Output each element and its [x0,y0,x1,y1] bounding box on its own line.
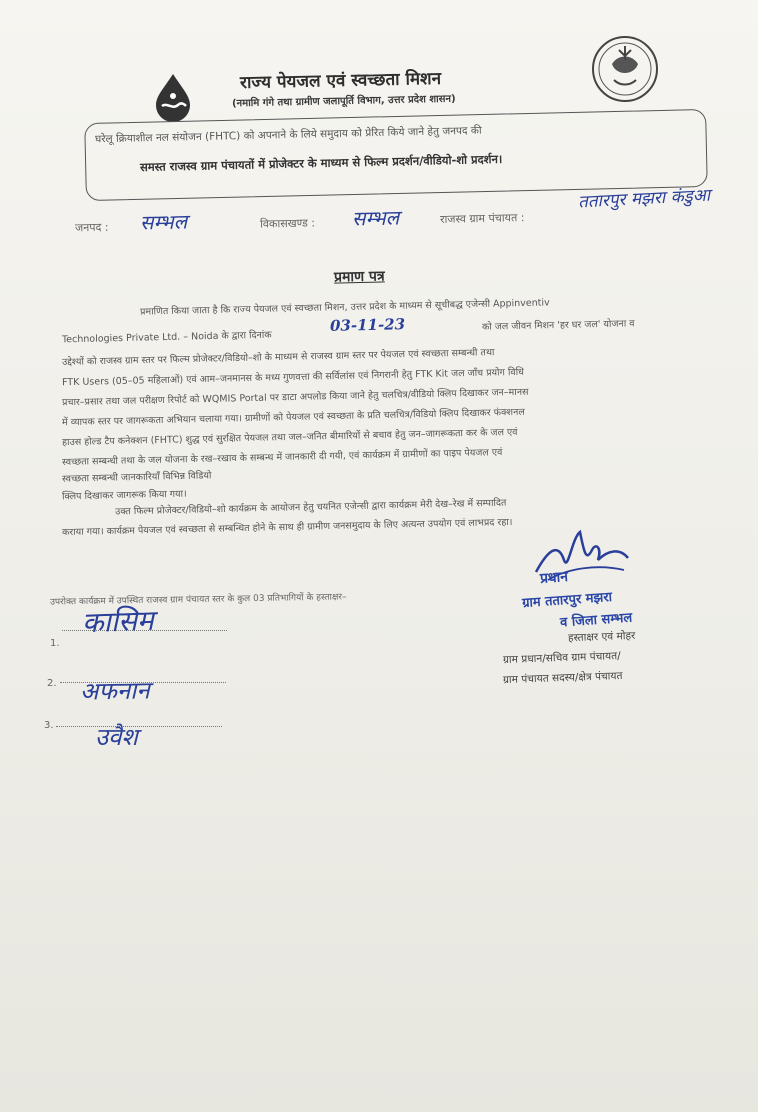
participant-signature-2: अफनान [79,676,150,706]
panchayat-label: राजस्व ग्राम पंचायत : [439,211,525,226]
body-line-12: कराया गया। कार्यक्रम पेयजल एवं स्वच्छता से सम्बन्धित होने के साथ ही ग्रामीण जनसमुदाय के लिए अत्यन्त उपयोग एवं लाभप्रद रहा। [61,516,513,539]
body-line-7: हाउस होल्ड टैप कनेक्शन (FHTC) शुद्ध एवं सुरक्षित पेयजल तथा जल–जनित बीमारियों से बचाव हेतु जन–जागरूकता कर के जल एवं [61,426,518,449]
certificate-title: प्रमाण पत्र [333,268,385,286]
body-line-2b: को जल जीवन मिशन 'हर घर जल' योजना व [481,318,635,333]
participant-signature-1: कासिम [81,603,155,640]
participant-line-3 [56,726,222,727]
body-line-1: प्रमाणित किया जाता है कि राज्य पेयजल एवं स्वच्छता मिशन, उत्तर प्रदेश के माध्यम से सूचीबद्ध एजेन्सी Appinventiv [139,297,550,318]
banner-line-2: समस्त राजस्व ग्राम पंचायतों में प्रोजेक्टर के माध्यम से फिल्म प्रदर्शन/वीडियो-शो प्रदर्शन। [139,151,503,175]
body-line-9: स्वच्छता सम्बन्धी जानकारियाँ विभिन्न विडियो [61,470,212,485]
stamp-village: ग्राम ततारपुर मझरा [521,589,613,612]
panchayat-value: ततारपुर मझरा कंडुआ [577,185,711,213]
stamp-district: व जिला सम्भल [559,610,633,631]
program-date: 03-11-23 [329,315,406,335]
sign-and-seal-label: हस्ताक्षर एवं मोहर [567,629,636,645]
body-line-8: स्वच्छता सम्बन्धी तथा के जल योजना के रख–रखाव के सम्बन्ध में जानकारी दी गयी, एवं कार्यक्रम में ग्रामीणों का पाइप पेयजल एवं [61,447,503,468]
body-line-5: प्रचार–प्रसार तथा जल परीक्षण रिपोर्ट को WQMIS Portal पर डाटा अपलोड किया जाने हेतु चलचित्र/वीडियो क्लिप दिखाकर जन–मानस [61,386,529,409]
participant-number-3: 3. [44,720,54,731]
header-title: राज्य पेयजल एवं स्वच्छता मिशन [239,68,442,94]
participants-note: उपरोक्त कार्यक्रम में उपस्थित राजस्व ग्राम पंचायत स्तर के कुल 03 प्रतिभागियों के हस्ताक्षर– [49,592,347,608]
block-value: सम्भल [351,205,400,231]
banner-line-1: घरेलू क्रियाशील नल संयोजन (FHTC) को अपनाने के लिये समुदाय को प्रेरित किये जाने हेतु जनपद की [94,124,482,146]
participant-number-2: 2. [47,678,57,689]
participant-number-1: 1. [50,638,60,649]
district-label: जनपद : [74,220,109,235]
up-govt-emblem [590,34,660,104]
water-mission-logo [150,72,196,126]
header-subtitle: (नमामि गंगे तथा ग्रामीण जलापूर्ति विभाग, उत्तर प्रदेश शासन) [231,93,456,110]
body-line-11: उक्त फिल्म प्रोजेक्टर/विडियो–शो कार्यक्रम के आयोजन हेतु चयनित एजेन्सी द्वारा कार्यक्रम मेरी देख–रेख में सम्पादित [114,497,507,518]
district-value: सम्भल [139,209,188,235]
participant-signature-3: उवैश [95,723,138,751]
body-line-3: उद्देश्यों को राजस्व ग्राम स्तर पर फिल्म प्रोजेक्टर/विडियो–शो के माध्यम से राजस्व ग्राम स्तर पर पेयजल एवं स्वच्छता सम्बन्धी तथा [61,347,495,368]
body-line-10: क्लिप दिखाकर जागरूक किया गया। [61,488,187,503]
signatory-role-1: ग्राम प्रधान/सचिव ग्राम पंचायत/ [502,649,621,667]
body-line-6: में व्यापक स्तर पर जागरूकता अभियान चलाया गया। ग्रामीणों को पेयजल एवं स्वच्छता के प्रति चलचित्र/विडियो क्लिप दिखाकर फंक्शनल [61,406,525,429]
body-line-2a: Technologies Private Ltd. – Noida के द्वारा दिनांक [61,329,272,346]
signatory-role-2: ग्राम पंचायत सदस्य/क्षेत्र पंचायत [502,669,623,687]
body-line-4: FTK Users (05–05 महिलाओं) एवं आम–जनमानस के मध्य गुणवत्ता की सर्विलांस एवं निगरानी हेतु FTK Kit जल जाँच प्रयोग विधि [61,366,525,389]
stamp-title: प्रधान [539,569,569,587]
block-label: विकासखण्ड : [259,216,316,231]
